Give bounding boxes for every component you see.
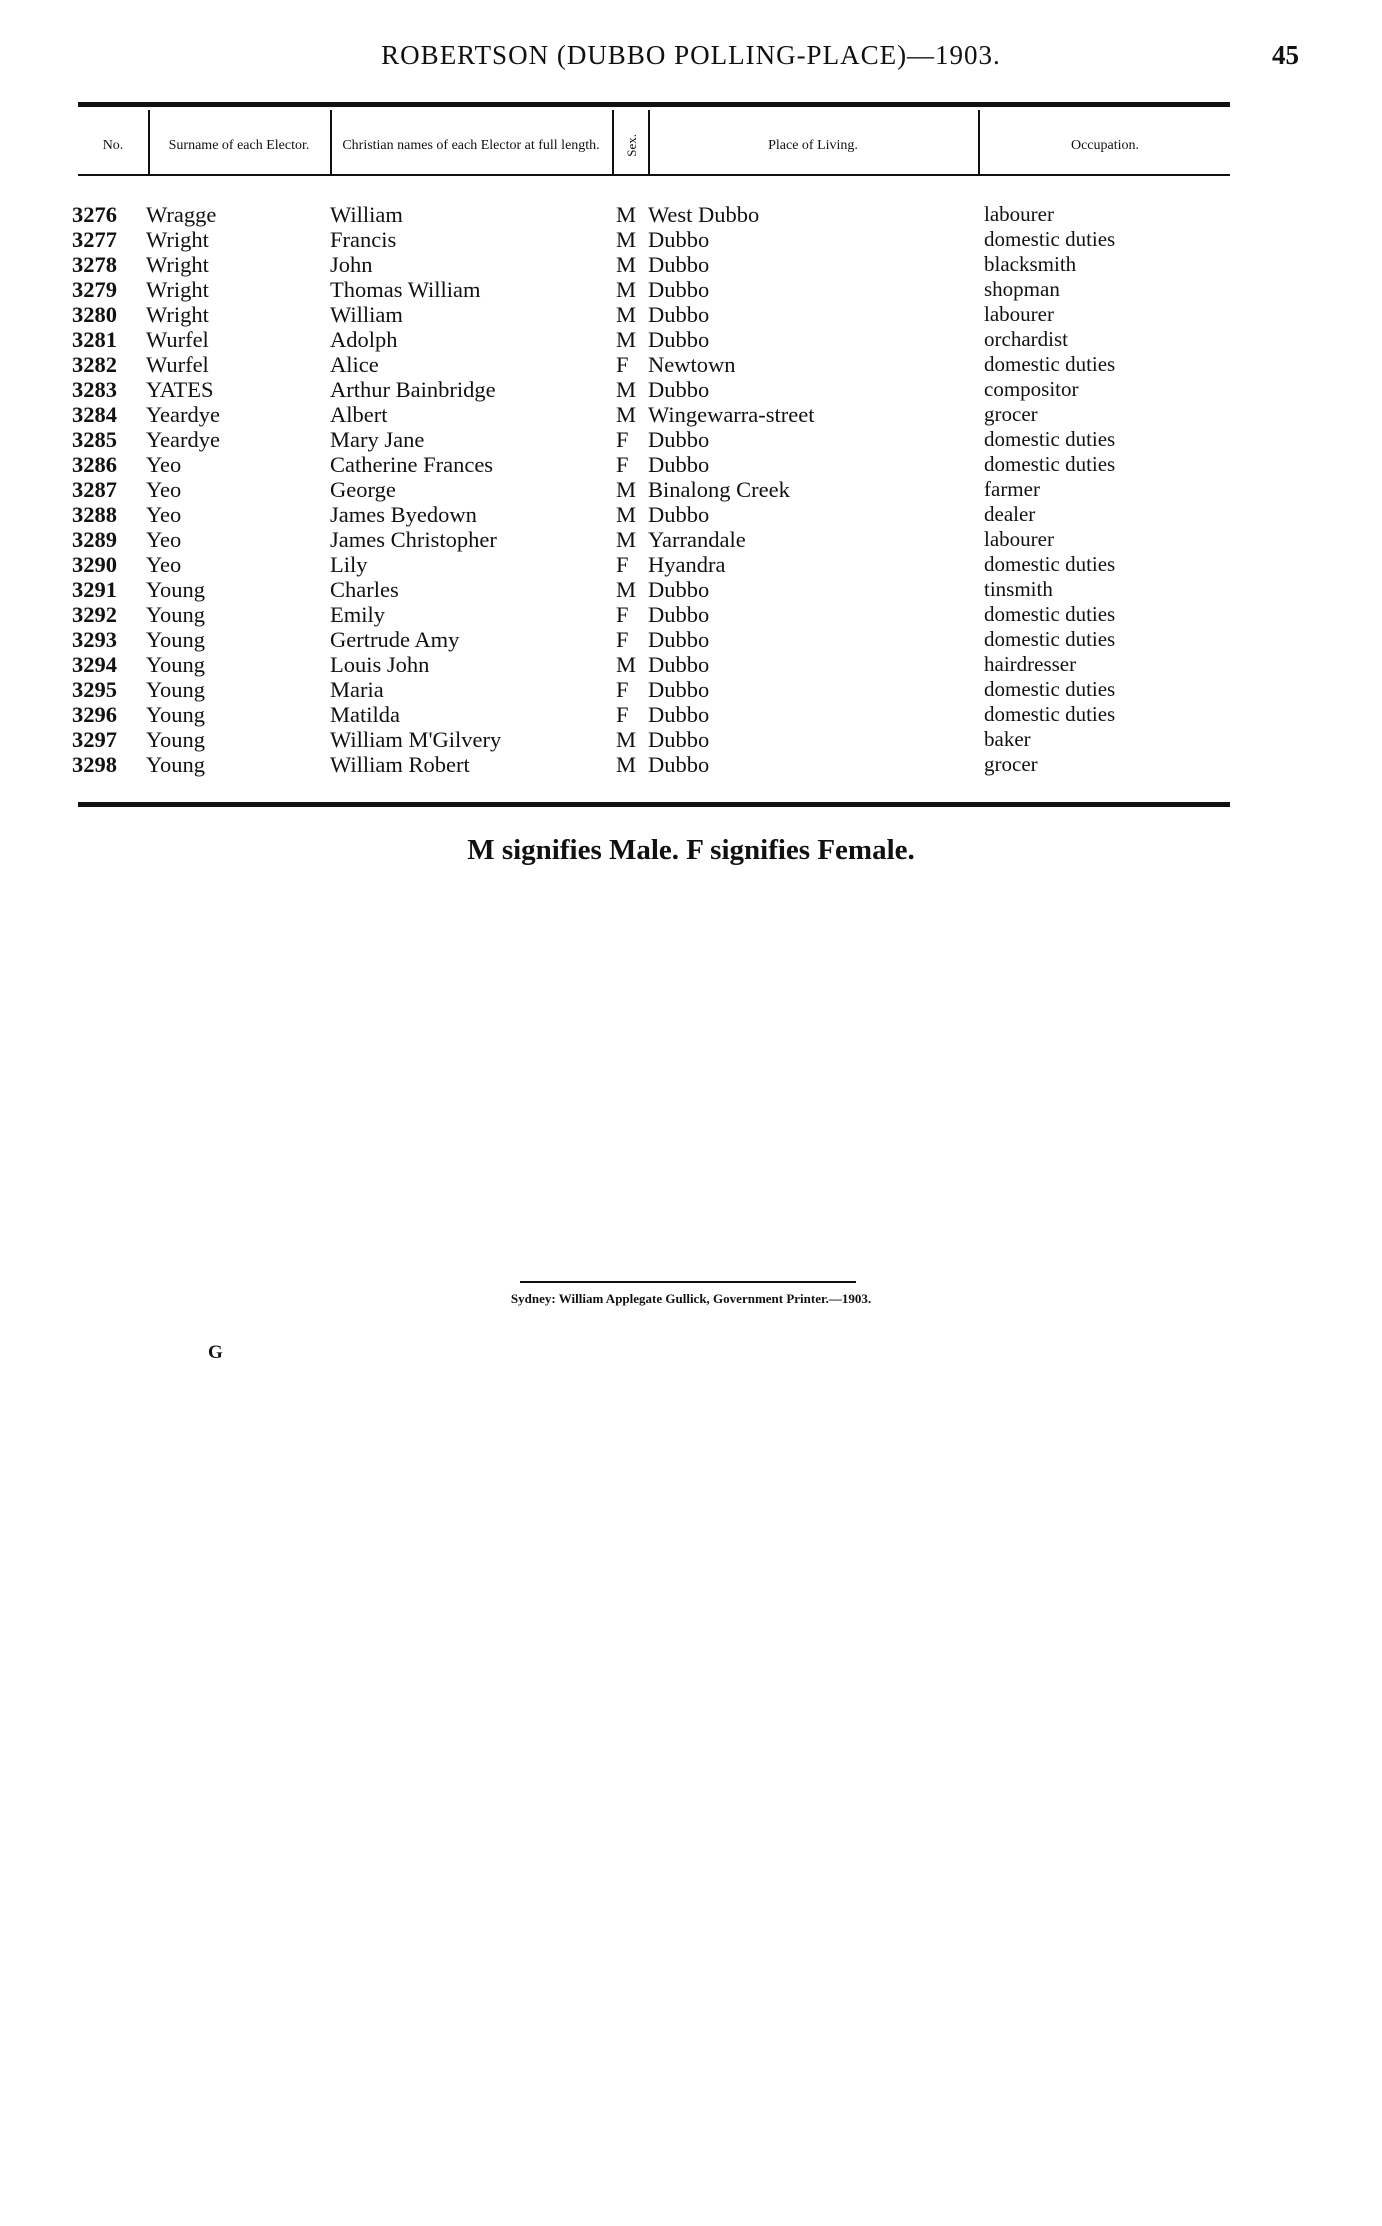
elector-place: Dubbo <box>648 577 710 602</box>
elector-place: Dubbo <box>648 427 710 452</box>
elector-surname: YATES <box>146 377 214 402</box>
elector-sex: F <box>616 627 629 652</box>
header-given-names: Christian names of each Elector at full length. <box>342 137 600 153</box>
elector-place: Dubbo <box>648 502 710 527</box>
elector-occupation: hairdresser <box>984 652 1077 676</box>
elector-occupation: dealer <box>984 502 1036 526</box>
table-row <box>0 677 1382 702</box>
elector-sex: F <box>616 602 629 627</box>
elector-occupation: labourer <box>984 302 1054 326</box>
elector-occupation: domestic duties <box>984 602 1116 626</box>
elector-place: Dubbo <box>648 602 710 627</box>
elector-sex: M <box>616 377 637 402</box>
table-row <box>0 477 1382 502</box>
elector-number: 3291 <box>72 577 117 602</box>
elector-number: 3287 <box>72 477 117 502</box>
table-row <box>0 752 1382 777</box>
elector-given-names: James Christopher <box>330 527 497 552</box>
table-row <box>0 502 1382 527</box>
table-row <box>0 627 1382 652</box>
elector-place: Dubbo <box>648 277 710 302</box>
elector-number: 3280 <box>72 302 117 327</box>
elector-given-names: George <box>330 477 396 502</box>
elector-place: Dubbo <box>648 752 710 777</box>
header-place: Place of Living. <box>768 137 858 153</box>
elector-surname: Young <box>146 602 205 627</box>
elector-place: Binalong Creek <box>648 477 790 502</box>
elector-place: Yarrandale <box>648 527 746 552</box>
elector-surname: Wright <box>146 227 209 252</box>
elector-number: 3298 <box>72 752 117 777</box>
printer-imprint: Sydney: William Applegate Gullick, Government Printer.—1903. <box>510 1291 872 1306</box>
elector-number: 3295 <box>72 677 117 702</box>
elector-occupation: labourer <box>984 527 1054 551</box>
table-row <box>0 252 1382 277</box>
elector-given-names: Charles <box>330 577 399 602</box>
elector-occupation: orchardist <box>984 327 1068 351</box>
elector-given-names: Maria <box>330 677 384 702</box>
elector-sex: M <box>616 502 637 527</box>
table-header-rule <box>78 174 1230 176</box>
elector-number: 3286 <box>72 452 117 477</box>
elector-given-names: Albert <box>330 402 388 427</box>
elector-sex: M <box>616 527 637 552</box>
table-row <box>0 727 1382 752</box>
elector-sex: F <box>616 702 629 727</box>
elector-surname: Wright <box>146 277 209 302</box>
elector-given-names: William Robert <box>330 752 470 777</box>
table-row <box>0 527 1382 552</box>
elector-number: 3292 <box>72 602 117 627</box>
elector-place: Dubbo <box>648 327 710 352</box>
page-number: 45 <box>1272 40 1299 70</box>
elector-sex: M <box>616 202 637 227</box>
elector-surname: Young <box>146 677 205 702</box>
table-top-rule <box>78 102 1230 107</box>
table-row <box>0 402 1382 427</box>
table-row <box>0 577 1382 602</box>
electors-list <box>0 202 1382 777</box>
elector-surname: Wright <box>146 252 209 277</box>
elector-number: 3289 <box>72 527 117 552</box>
elector-place: Dubbo <box>648 452 710 477</box>
table-row <box>0 277 1382 302</box>
elector-occupation: domestic duties <box>984 627 1116 651</box>
elector-occupation: domestic duties <box>984 427 1116 451</box>
elector-place: Dubbo <box>648 652 710 677</box>
elector-sex: M <box>616 327 637 352</box>
elector-number: 3293 <box>72 627 117 652</box>
elector-given-names: Alice <box>330 352 379 377</box>
header-sex: Sex. <box>623 133 639 157</box>
elector-surname: Young <box>146 752 205 777</box>
elector-surname: Yeo <box>146 452 182 477</box>
table-row <box>0 227 1382 252</box>
column-divider <box>330 110 332 176</box>
table-row <box>0 552 1382 577</box>
elector-sex: F <box>616 552 629 577</box>
elector-surname: Yeardye <box>146 427 220 452</box>
table-row <box>0 452 1382 477</box>
elector-place: Newtown <box>648 352 736 377</box>
table-bottom-rule <box>78 802 1230 807</box>
header-surname: Surname of each Elector. <box>168 137 310 153</box>
elector-occupation: blacksmith <box>984 252 1077 276</box>
table-row <box>0 427 1382 452</box>
elector-surname: Young <box>146 727 205 752</box>
elector-given-names: Adolph <box>330 327 398 352</box>
elector-given-names: Lily <box>330 552 368 577</box>
elector-given-names: James Byedown <box>330 502 477 527</box>
elector-sex: M <box>616 227 637 252</box>
table-row <box>0 377 1382 402</box>
table-row <box>0 302 1382 327</box>
table-row <box>0 327 1382 352</box>
elector-surname: Young <box>146 702 205 727</box>
elector-occupation: labourer <box>984 202 1054 226</box>
elector-sex: F <box>616 452 629 477</box>
elector-given-names: Louis John <box>330 652 430 677</box>
elector-place: West Dubbo <box>648 202 760 227</box>
elector-occupation: grocer <box>984 752 1038 776</box>
elector-surname: Yeo <box>146 502 182 527</box>
elector-given-names: William <box>330 202 403 227</box>
table-row <box>0 202 1382 227</box>
elector-sex: M <box>616 402 637 427</box>
signature-mark: G <box>208 1342 223 1363</box>
elector-given-names: William <box>330 302 403 327</box>
imprint-rule <box>520 1281 856 1283</box>
header-sex-cell <box>614 114 648 176</box>
elector-given-names: Matilda <box>330 702 400 727</box>
elector-number: 3279 <box>72 277 117 302</box>
elector-sex: M <box>616 752 637 777</box>
elector-number: 3297 <box>72 727 117 752</box>
sex-legend: M signifies Male. F signifies Female. <box>467 834 915 866</box>
elector-place: Hyandra <box>648 552 726 577</box>
elector-number: 3285 <box>72 427 117 452</box>
page-title: ROBERTSON (DUBBO POLLING-PLACE)—1903. <box>381 40 1001 70</box>
elector-surname: Wurfel <box>146 327 209 352</box>
elector-surname: Yeo <box>146 477 182 502</box>
elector-surname: Young <box>146 577 205 602</box>
header-no: No. <box>102 137 124 153</box>
elector-occupation: domestic duties <box>984 452 1116 476</box>
elector-occupation: domestic duties <box>984 702 1116 726</box>
elector-number: 3288 <box>72 502 117 527</box>
elector-occupation: domestic duties <box>984 227 1116 251</box>
elector-sex: M <box>616 727 637 752</box>
elector-place: Dubbo <box>648 702 710 727</box>
elector-number: 3294 <box>72 652 117 677</box>
elector-number: 3281 <box>72 327 117 352</box>
table-row <box>0 352 1382 377</box>
elector-number: 3290 <box>72 552 117 577</box>
elector-sex: F <box>616 352 629 377</box>
elector-place: Wingewarra-street <box>648 402 815 427</box>
elector-number: 3283 <box>72 377 117 402</box>
table-row <box>0 702 1382 727</box>
elector-occupation: domestic duties <box>984 352 1116 376</box>
elector-occupation: compositor <box>984 377 1079 401</box>
elector-sex: F <box>616 677 629 702</box>
table-row <box>0 652 1382 677</box>
elector-place: Dubbo <box>648 677 710 702</box>
elector-sex: M <box>616 652 637 677</box>
elector-sex: M <box>616 577 637 602</box>
table-row <box>0 602 1382 627</box>
elector-occupation: grocer <box>984 402 1038 426</box>
elector-surname: Young <box>146 627 205 652</box>
elector-surname: Yeo <box>146 527 182 552</box>
elector-given-names: Thomas William <box>330 277 481 302</box>
elector-occupation: baker <box>984 727 1031 751</box>
elector-given-names: Arthur Bainbridge <box>330 377 496 402</box>
elector-occupation: domestic duties <box>984 552 1116 576</box>
elector-given-names: John <box>330 252 373 277</box>
elector-sex: M <box>616 477 637 502</box>
elector-given-names: Gertrude Amy <box>330 627 460 652</box>
elector-given-names: Catherine Frances <box>330 452 494 477</box>
elector-given-names: William M'Gilvery <box>330 727 502 752</box>
elector-sex: M <box>616 302 637 327</box>
elector-surname: Yeardye <box>146 402 220 427</box>
elector-place: Dubbo <box>648 727 710 752</box>
elector-place: Dubbo <box>648 227 710 252</box>
elector-occupation: farmer <box>984 477 1040 501</box>
elector-place: Dubbo <box>648 627 710 652</box>
elector-surname: Wright <box>146 302 209 327</box>
elector-number: 3277 <box>72 227 117 252</box>
elector-given-names: Mary Jane <box>330 427 425 452</box>
elector-number: 3282 <box>72 352 117 377</box>
elector-occupation: shopman <box>984 277 1060 301</box>
elector-sex: F <box>616 427 629 452</box>
elector-number: 3276 <box>72 202 117 227</box>
elector-occupation: domestic duties <box>984 677 1116 701</box>
elector-occupation: tinsmith <box>984 577 1053 601</box>
elector-surname: Wurfel <box>146 352 209 377</box>
elector-sex: M <box>616 252 637 277</box>
elector-given-names: Emily <box>330 602 385 627</box>
elector-place: Dubbo <box>648 252 710 277</box>
header-occupation: Occupation. <box>1070 137 1140 153</box>
elector-place: Dubbo <box>648 377 710 402</box>
elector-number: 3296 <box>72 702 117 727</box>
elector-number: 3284 <box>72 402 117 427</box>
elector-sex: M <box>616 277 637 302</box>
elector-surname: Wragge <box>146 202 217 227</box>
elector-number: 3278 <box>72 252 117 277</box>
elector-place: Dubbo <box>648 302 710 327</box>
elector-surname: Young <box>146 652 205 677</box>
elector-surname: Yeo <box>146 552 182 577</box>
elector-given-names: Francis <box>330 227 397 252</box>
